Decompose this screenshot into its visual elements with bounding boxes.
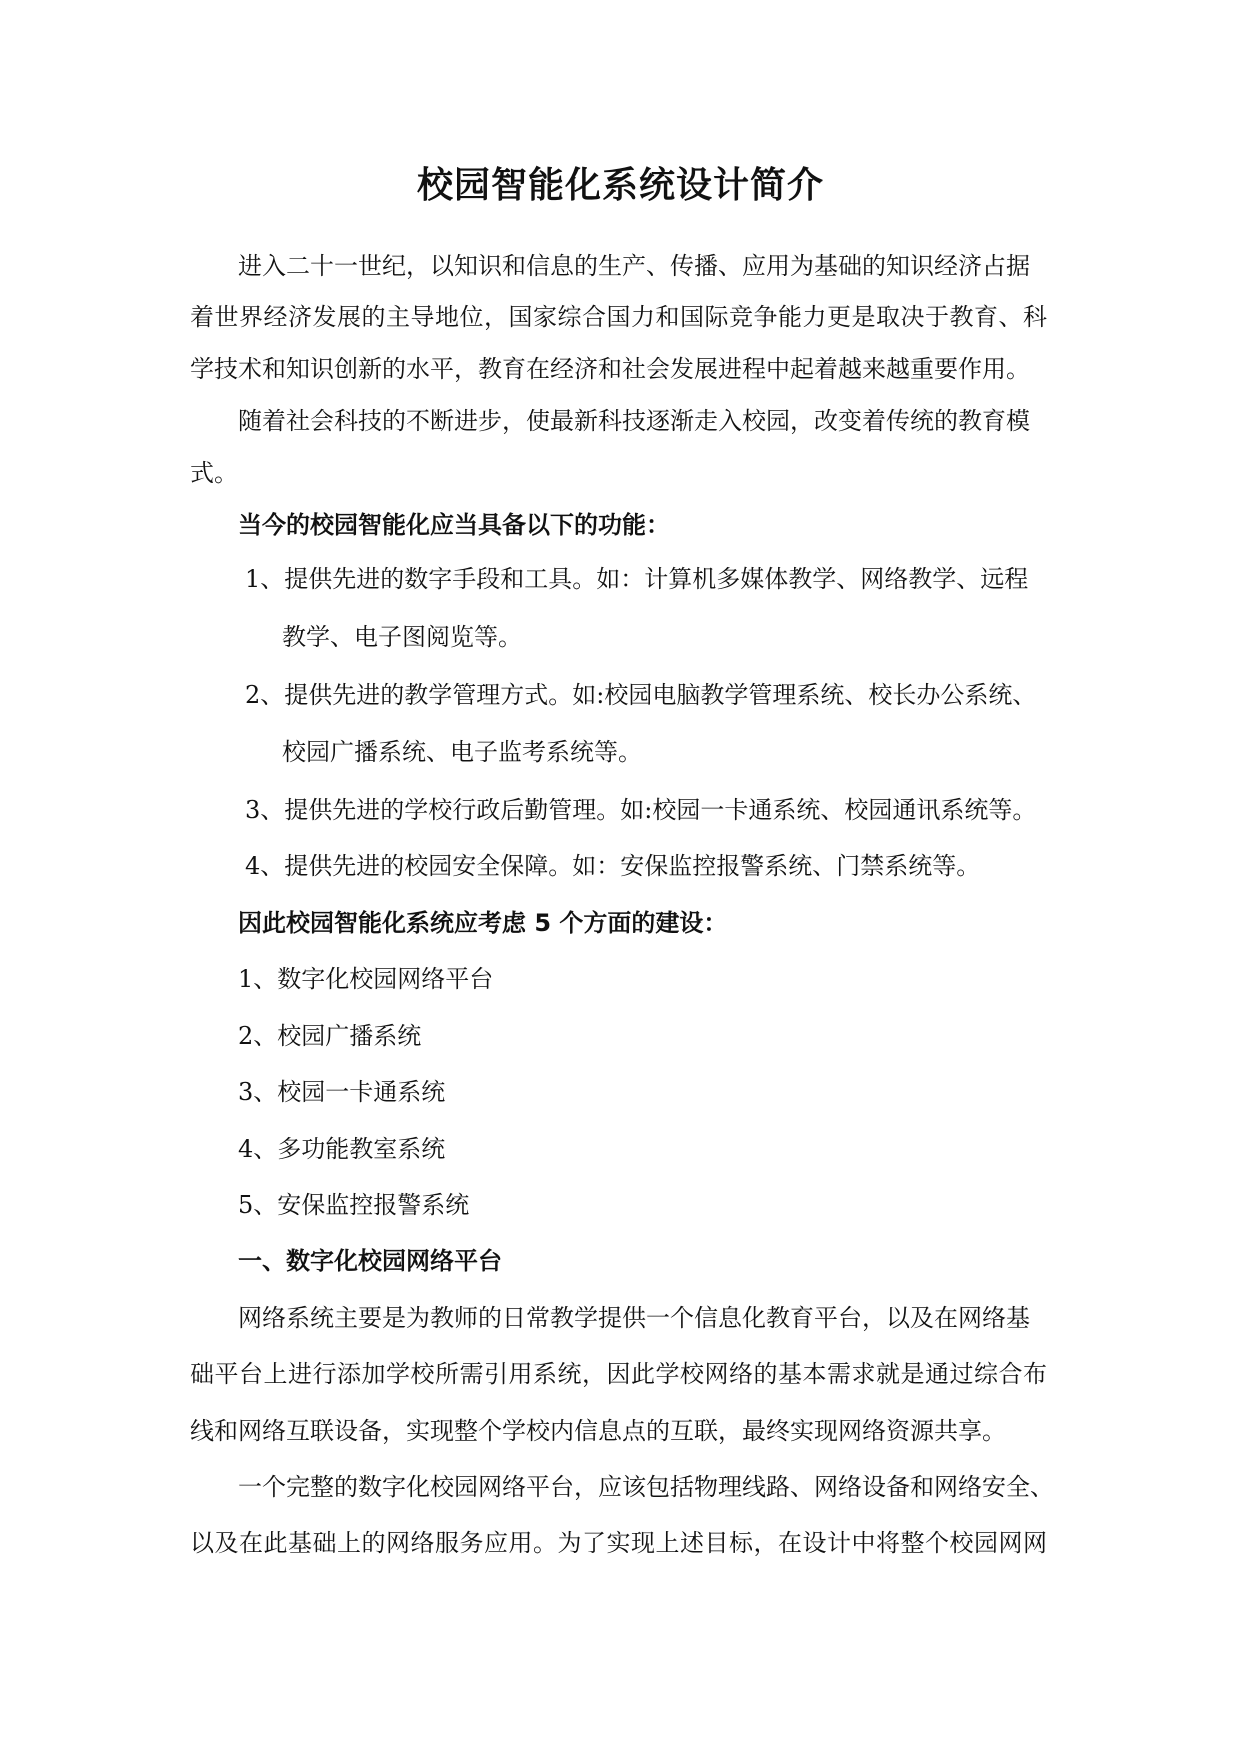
intro-paragraph-line-3: 学技术和知识创新的水平，教育在经济和社会发展进程中起着越来越重要作用。 [190,355,1030,383]
aspect-item: 5、安保监控报警系统 [238,1191,470,1219]
function-item-2-line-2: 校园广播系统、电子监考系统等。 [282,738,642,766]
section-1-heading: 一、数字化校园网络平台 [238,1247,502,1275]
aspect-item: 3、校园一卡通系统 [238,1078,446,1106]
section-1-paragraph-2-line-1: 一个完整的数字化校园网络平台，应该包括物理线路、网络设备和网络安全、 [238,1473,1054,1501]
function-item-3-line-1: 3、提供先进的学校行政后勤管理。如:校园一卡通系统、校园通讯系统等。 [245,796,1037,824]
function-item-2-line-1: 2、提供先进的教学管理方式。如:校园电脑教学管理系统、校长办公系统、 [245,681,1037,709]
function-item-4-line-1: 4、提供先进的校园安全保障。如：安保监控报警系统、门禁系统等。 [245,852,981,880]
function-item-1-line-1: 1、提供先进的数字手段和工具。如：计算机多媒体教学、网络教学、远程 [245,565,1029,593]
functions-heading: 当今的校园智能化应当具备以下的功能： [238,511,670,539]
aspect-item: 1、数字化校园网络平台 [238,965,494,993]
intro-paragraph-line-2: 着世界经济发展的主导地位，国家综合国力和国际竞争能力更是取决于教育、科 [190,303,1047,331]
intro-paragraph-line-1: 进入二十一世纪，以知识和信息的生产、传播、应用为基础的知识经济占据 [238,252,1030,280]
aspect-item: 4、多功能教室系统 [238,1135,446,1163]
section-1-paragraph-1-line-3: 线和网络互联设备，实现整个学校内信息点的互联，最终实现网络资源共享。 [190,1417,1006,1445]
second-paragraph-line-1: 随着社会科技的不断进步，使最新科技逐渐走入校园，改变着传统的教育模 [238,407,1030,435]
second-paragraph-line-2: 式。 [190,459,238,487]
aspects-heading: 因此校园智能化系统应考虑 5 个方面的建设： [238,909,728,937]
section-1-paragraph-1-line-1: 网络系统主要是为教师的日常教学提供一个信息化教育平台，以及在网络基 [238,1304,1030,1332]
section-1-paragraph-2-line-2: 以及在此基础上的网络服务应用。为了实现上述目标，在设计中将整个校园网网 [190,1529,1047,1557]
function-item-1-line-2: 教学、电子图阅览等。 [282,623,522,651]
aspect-item: 2、校园广播系统 [238,1022,422,1050]
section-1-paragraph-1-line-2: 础平台上进行添加学校所需引用系统，因此学校网络的基本需求就是通过综合布 [190,1360,1047,1388]
document-title: 校园智能化系统设计简介 [416,165,824,206]
